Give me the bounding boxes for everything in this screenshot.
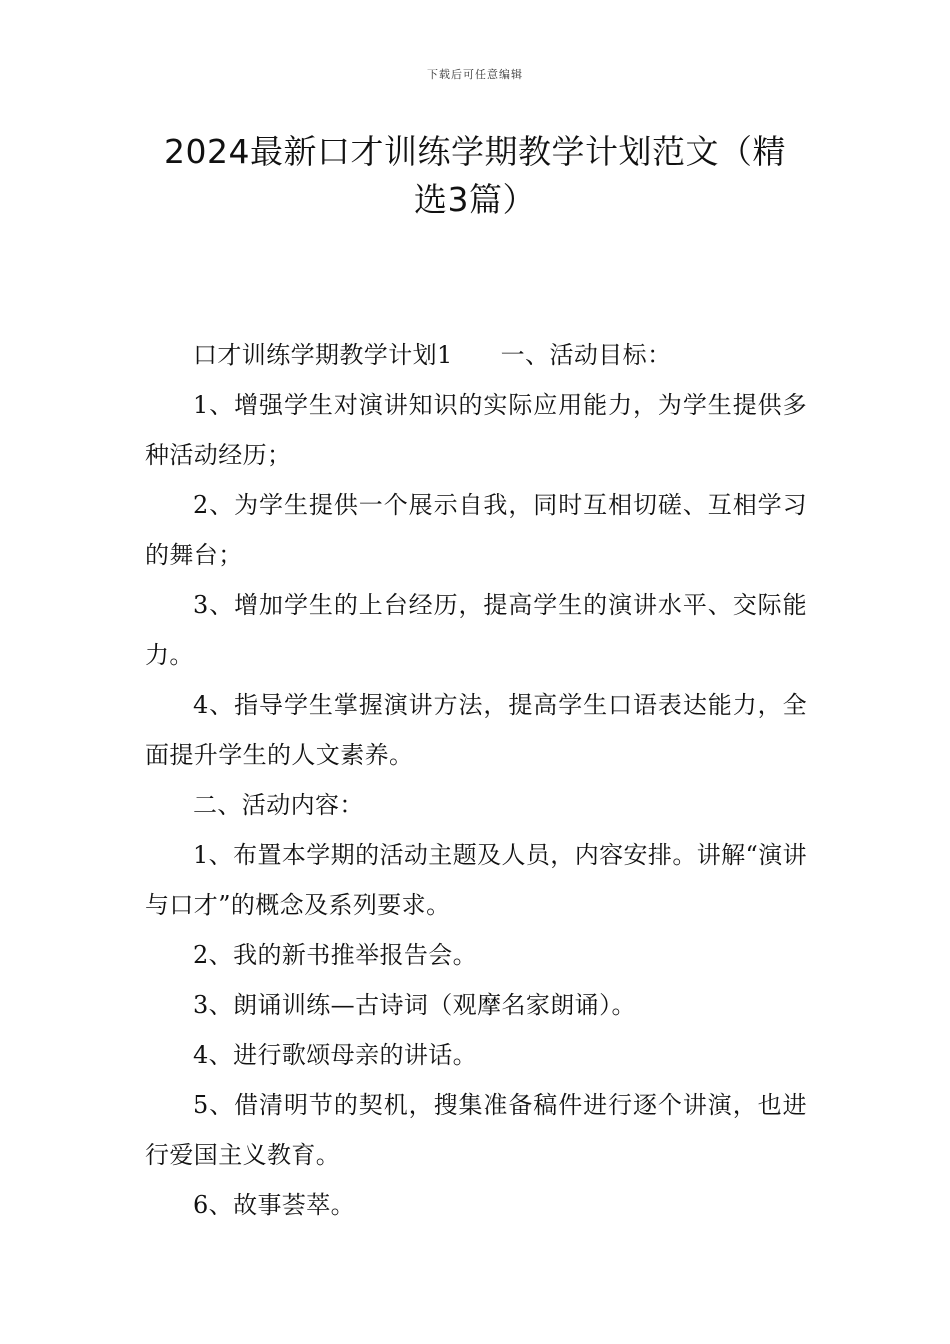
- paragraph-11: 6、故事荟萃。: [193, 1191, 356, 1219]
- paragraph-6: 1、布置本学期的活动主题及人员，内容安排。讲解“演讲与口才”的概念及系列要求。: [145, 841, 807, 919]
- section-heading: 口才训练学期教学计划1: [193, 341, 453, 369]
- title-line-1: 2024最新口才训练学期教学计划范文（精: [164, 132, 786, 171]
- paragraph-8: 3、朗诵训练—古诗词（观摩名家朗诵）。: [193, 991, 636, 1019]
- paragraph-5: 二、活动内容：: [193, 791, 364, 819]
- paragraph-10: 5、借清明节的契机，搜集准备稿件进行逐个讲演，也进行爱国主义教育。: [145, 1091, 807, 1169]
- section-heading-paragraph: [145, 330, 807, 380]
- paragraph-3: 3、增加学生的上台经历，提高学生的演讲水平、交际能力。: [145, 591, 807, 669]
- paragraph-7: 2、我的新书推举报告会。: [193, 941, 478, 969]
- paragraph-1: 1、增强学生对演讲知识的实际应用能力，为学生提供多种活动经历；: [145, 391, 807, 469]
- paragraph-4: 4、指导学生掌握演讲方法，提高学生口语表达能力，全面提升学生的人文素养。: [145, 691, 807, 769]
- goal-label: 一、活动目标：: [500, 341, 672, 369]
- paragraph-2: 2、为学生提供一个展示自我，同时互相切磋、互相学习的舞台；: [145, 491, 807, 569]
- header-note: 下载后可任意编辑: [427, 68, 523, 81]
- paragraph-9: 4、进行歌颂母亲的讲话。: [193, 1041, 478, 1069]
- title-line-2: 选3篇）: [414, 180, 536, 219]
- document-body: [145, 330, 807, 1230]
- document-title: [145, 128, 805, 224]
